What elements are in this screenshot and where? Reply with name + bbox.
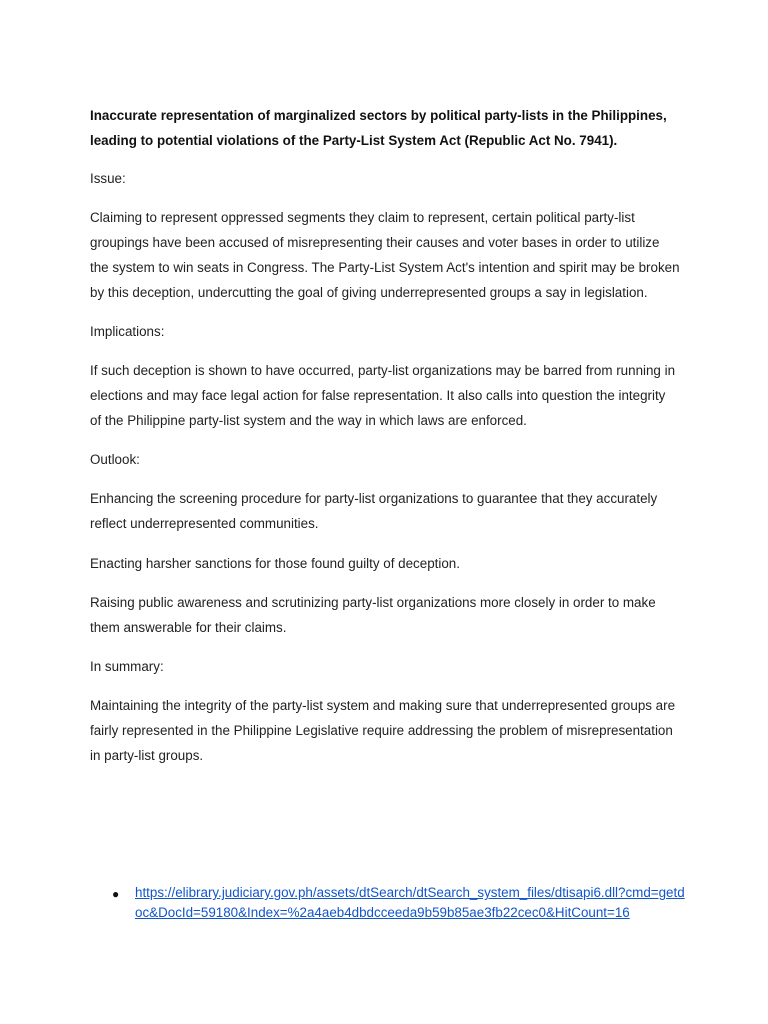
- paragraph-issue: Claiming to represent oppressed segments they claim to represent, certain political party-list groupings have been accused of misrepresenting their causes and voter bases in order to utilize the system to win seats in Congress. The Party-List System Act's intention and spirit may be broken by this deception, undercutting the goal of giving underrepresented groups a say in legislation.: [90, 210, 680, 300]
- section-heading-implications: Implications:: [90, 323, 165, 339]
- section-heading-summary: In summary:: [90, 658, 164, 674]
- paragraph-summary: Maintaining the integrity of the party-list system and making sure that underrepresented groups are fairly represented in the Philippine Legislative require addressing the problem of misrepresentation in party-list groups.: [90, 698, 676, 763]
- paragraph-implications: If such deception is shown to have occurred, party-list organizations may be barred from running in elections and may face legal action for false representation. It also calls into question the integrity of the Philippine party-list system and the way in which laws are enforced.: [90, 363, 676, 428]
- paragraph-outlook-sanctions: Enacting harsher sanctions for those found guilty of deception.: [90, 555, 460, 571]
- paragraph-outlook-awareness: Raising public awareness and scrutinizing party-list organizations more closely in order to make them answerable for their claims.: [90, 594, 656, 635]
- section-heading-outlook: Outlook:: [90, 452, 140, 468]
- bullet-marker: ●: [112, 887, 120, 901]
- section-heading-issue: Issue:: [90, 171, 126, 186]
- document-body: [90, 103, 680, 783]
- document-title: Inaccurate representation of marginalized sectors by political party-lists in the Philippines, leading to potential violations of the Party-List System Act (Republic Act No. 7941).: [90, 108, 667, 148]
- list-item: [108, 883, 688, 923]
- reference-link[interactable]: https://elibrary.judiciary.gov.ph/assets/dtSearch/dtSearch_system_files/dtisapi6.dll?cmd=getdoc&DocId=59180&Index=%2a4aeb4dbdcceeda9b59b85ae3fb22cec0&HitCount=16: [135, 885, 685, 920]
- paragraph-outlook-screening: Enhancing the screening procedure for party-list organizations to guarantee that they accurately reflect underrepresented communities.: [90, 491, 658, 532]
- reference-list: [108, 883, 688, 923]
